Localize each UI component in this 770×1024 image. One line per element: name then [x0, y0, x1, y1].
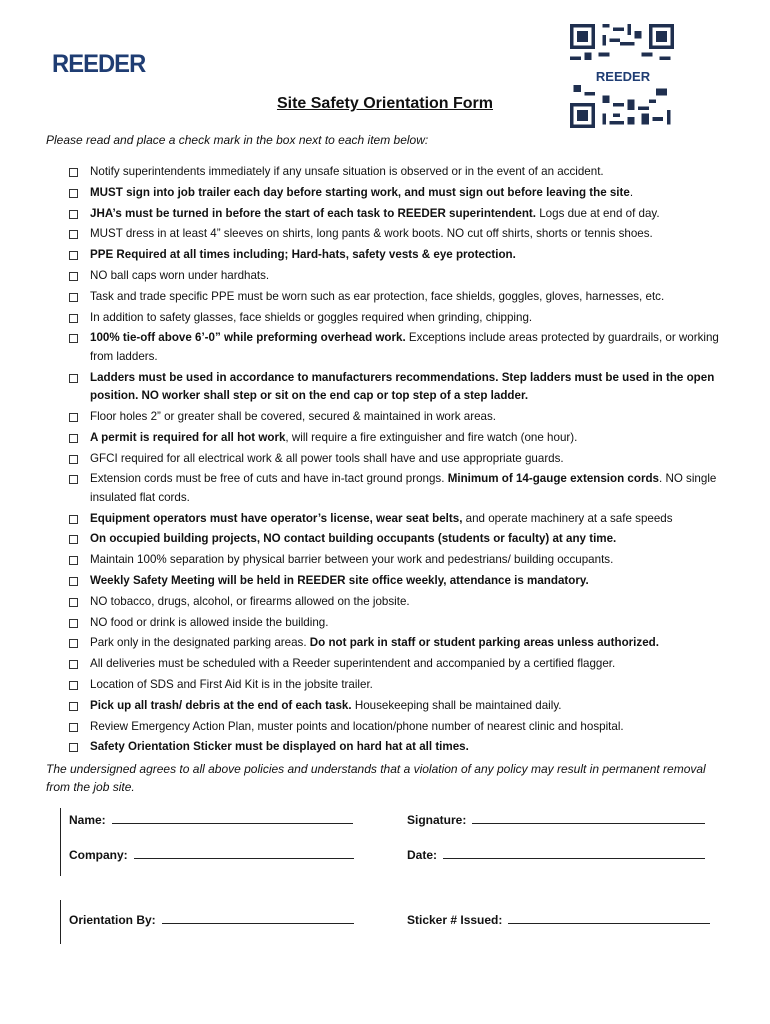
checkbox[interactable]: [69, 723, 78, 732]
checklist-item: [66, 329, 731, 366]
checklist-item-text: PPE Required at all times including; Hard-hats, safety vests & eye protection.: [90, 248, 516, 262]
date-field[interactable]: [407, 847, 705, 862]
checklist-item-text: Park only in the designated parking areas.: [90, 636, 310, 650]
signature-field[interactable]: [407, 812, 705, 827]
signature-divider: [60, 900, 61, 944]
checklist-item: [66, 738, 731, 757]
checklist-item-text: A permit is required for all hot work: [90, 430, 286, 444]
checklist-item: [66, 309, 731, 328]
company-line[interactable]: [134, 847, 354, 859]
checklist-item-text: Location of SDS and First Aid Kit is in the jobsite trailer.: [90, 678, 373, 692]
checklist-item: [66, 369, 731, 406]
orientation-by-field[interactable]: [69, 912, 354, 927]
checklist-item-text: Pick up all trash/ debris at the end of each task.: [90, 698, 352, 712]
checklist-item-text: All deliveries must be scheduled with a Reeder superintendent and accompanied by a certified flagger.: [90, 657, 616, 671]
sticker-issued-label: Sticker # Issued:: [407, 913, 503, 927]
checklist-item-text: Safety Orientation Sticker must be displayed on hard hat at all times.: [90, 740, 469, 754]
checklist-item: [66, 225, 731, 244]
checklist-item-text: Do not park in staff or student parking areas unless authorized.: [309, 636, 659, 650]
name-line[interactable]: [112, 812, 353, 824]
checklist-item: [66, 655, 731, 674]
checklist-item-text: Housekeeping shall be maintained daily.: [351, 698, 562, 712]
checklist-item-text: Notify superintendents immediately if any unsafe situation is observed or in the event of an accident.: [90, 165, 604, 178]
checkbox[interactable]: [69, 293, 78, 302]
checklist-item-text: Weekly Safety Meeting will be held in REEDER site office weekly, attendance is mandatory.: [90, 574, 589, 588]
checklist-item-text: Equipment operators must have operator’s license, wear seat belts,: [90, 511, 463, 525]
checklist-item: [66, 530, 731, 549]
checklist-item-text: Minimum of 14-gauge extension cords: [447, 472, 659, 486]
checkbox[interactable]: [69, 210, 78, 219]
checkbox[interactable]: [69, 702, 78, 711]
checklist-item: [66, 676, 731, 695]
checklist-item: [66, 429, 731, 448]
checkbox[interactable]: [69, 230, 78, 239]
checkbox[interactable]: [69, 314, 78, 323]
sticker-issued-line[interactable]: [508, 912, 710, 924]
company-label: Company:: [69, 848, 128, 862]
checklist-item: [66, 510, 731, 529]
orientation-by-line[interactable]: [162, 912, 354, 924]
sticker-issued-field[interactable]: [407, 912, 710, 927]
checkbox[interactable]: [69, 577, 78, 586]
checklist-item: [66, 184, 731, 203]
checkbox[interactable]: [69, 660, 78, 669]
checkbox[interactable]: [69, 272, 78, 281]
date-line[interactable]: [443, 847, 705, 859]
checklist-item-text: .: [629, 185, 634, 199]
checklist-item-text: Review Emergency Action Plan, muster points and location/phone number of nearest clinic and hospital.: [90, 719, 624, 733]
checkbox[interactable]: [69, 413, 78, 422]
checklist-item-text: and operate machinery at a safe speeds: [462, 511, 673, 525]
agreement-statement: The undersigned agrees to all above policies and understands that a violation of any policy may result in permanent removal from the job site.: [46, 762, 706, 794]
instructions: Please read and place a check mark in the box next to each item below:: [46, 133, 429, 147]
checkbox[interactable]: [69, 455, 78, 464]
safety-checklist: [66, 163, 731, 759]
checklist-item: [66, 267, 731, 286]
checklist-item-text: In addition to safety glasses, face shields or goggles required when grinding, chipping.: [90, 310, 533, 324]
checklist-item: [66, 205, 731, 224]
checkbox[interactable]: [69, 168, 78, 177]
signature-divider: [60, 808, 61, 876]
checklist-item-text: Extension cords must be free of cuts and have in-tact ground prongs.: [90, 472, 448, 486]
checklist-item: [66, 288, 731, 307]
checklist-item-text: NO tobacco, drugs, alcohol, or firearms allowed on the jobsite.: [90, 594, 410, 608]
checklist-item-text: Task and trade specific PPE must be worn such as ear protection, face shields, goggles, gloves, harnesses, etc.: [90, 289, 665, 303]
checklist-item-text: , will require a fire extinguisher and fire watch (one hour).: [285, 430, 578, 444]
checklist-item-text: Ladders must be used in accordance to manufacturers recommendations. Step ladders must be used in the open position. NO worker shall step or sit on the end cap or top step of a step ladder.: [90, 370, 715, 403]
checklist-item: [66, 614, 731, 633]
checkbox[interactable]: [69, 374, 78, 383]
checkbox[interactable]: [69, 743, 78, 752]
checkbox[interactable]: [69, 619, 78, 628]
checkbox[interactable]: [69, 475, 78, 484]
checklist-item: [66, 697, 731, 716]
checklist-item-text: NO food or drink is allowed inside the building.: [90, 615, 329, 629]
checkbox[interactable]: [69, 535, 78, 544]
checklist-item-text: Floor holes 2” or greater shall be covered, secured & maintained in work areas.: [90, 409, 496, 423]
reeder-logo: REEDER: [52, 50, 146, 78]
checklist-item-text: Exceptions include areas protected by guardrails, or working from ladders.: [90, 331, 719, 363]
qr-logo-label: REEDER: [588, 68, 658, 86]
checklist-item-text: NO ball caps worn under hardhats.: [90, 268, 270, 282]
checkbox[interactable]: [69, 681, 78, 690]
checklist-item-text: On occupied building projects, NO contact building occupants (students or faculty) at any time.: [90, 532, 617, 546]
checkbox[interactable]: [69, 639, 78, 648]
checklist-item: [66, 450, 731, 469]
checklist-item: [66, 470, 731, 507]
signature-line[interactable]: [472, 812, 705, 824]
checklist-item: [66, 408, 731, 427]
page-title: Site Safety Orientation Form: [276, 95, 494, 112]
signature-label: Signature:: [407, 813, 467, 827]
checklist-item-text: MUST dress in at least 4” sleeves on shirts, long pants & work boots. NO cut off shirts, shorts or tennis shoes.: [90, 227, 653, 241]
checkbox[interactable]: [69, 434, 78, 443]
checklist-item-text: 100% tie-off above 6’-0” while preforming overhead work.: [90, 331, 406, 345]
company-field[interactable]: [69, 847, 354, 862]
checklist-item-text: Logs due at end of day.: [536, 206, 660, 220]
checkbox[interactable]: [69, 334, 78, 343]
checklist-item: [66, 572, 731, 591]
checklist-item-text: JHA’s must be turned in before the start of each task to REEDER superintendent.: [90, 206, 537, 220]
checkbox[interactable]: [69, 598, 78, 607]
name-field[interactable]: [69, 812, 353, 827]
checkbox[interactable]: [69, 556, 78, 565]
checkbox[interactable]: [69, 251, 78, 260]
checklist-item-text: Maintain 100% separation by physical barrier between your work and pedestrians/ building occupants.: [90, 553, 614, 567]
checklist-item-text: GFCI required for all electrical work & all power tools shall have and use appropriate guards.: [90, 451, 564, 465]
checklist-item: [66, 718, 731, 737]
date-label: Date:: [407, 848, 438, 862]
checkbox[interactable]: [69, 515, 78, 524]
checklist-item: [66, 246, 731, 265]
checklist-item: [66, 634, 731, 653]
checkbox[interactable]: [69, 189, 78, 198]
checklist-item: [66, 163, 731, 182]
checklist-item-text: . NO single insulated flat cords.: [90, 472, 717, 504]
checklist-item-text: MUST sign into job trailer each day before starting work, and must sign out before leaving the site: [90, 185, 630, 199]
name-label: Name:: [69, 813, 106, 827]
checklist-item: [66, 593, 731, 612]
checklist-item: [66, 551, 731, 570]
orientation-by-label: Orientation By:: [69, 913, 156, 927]
